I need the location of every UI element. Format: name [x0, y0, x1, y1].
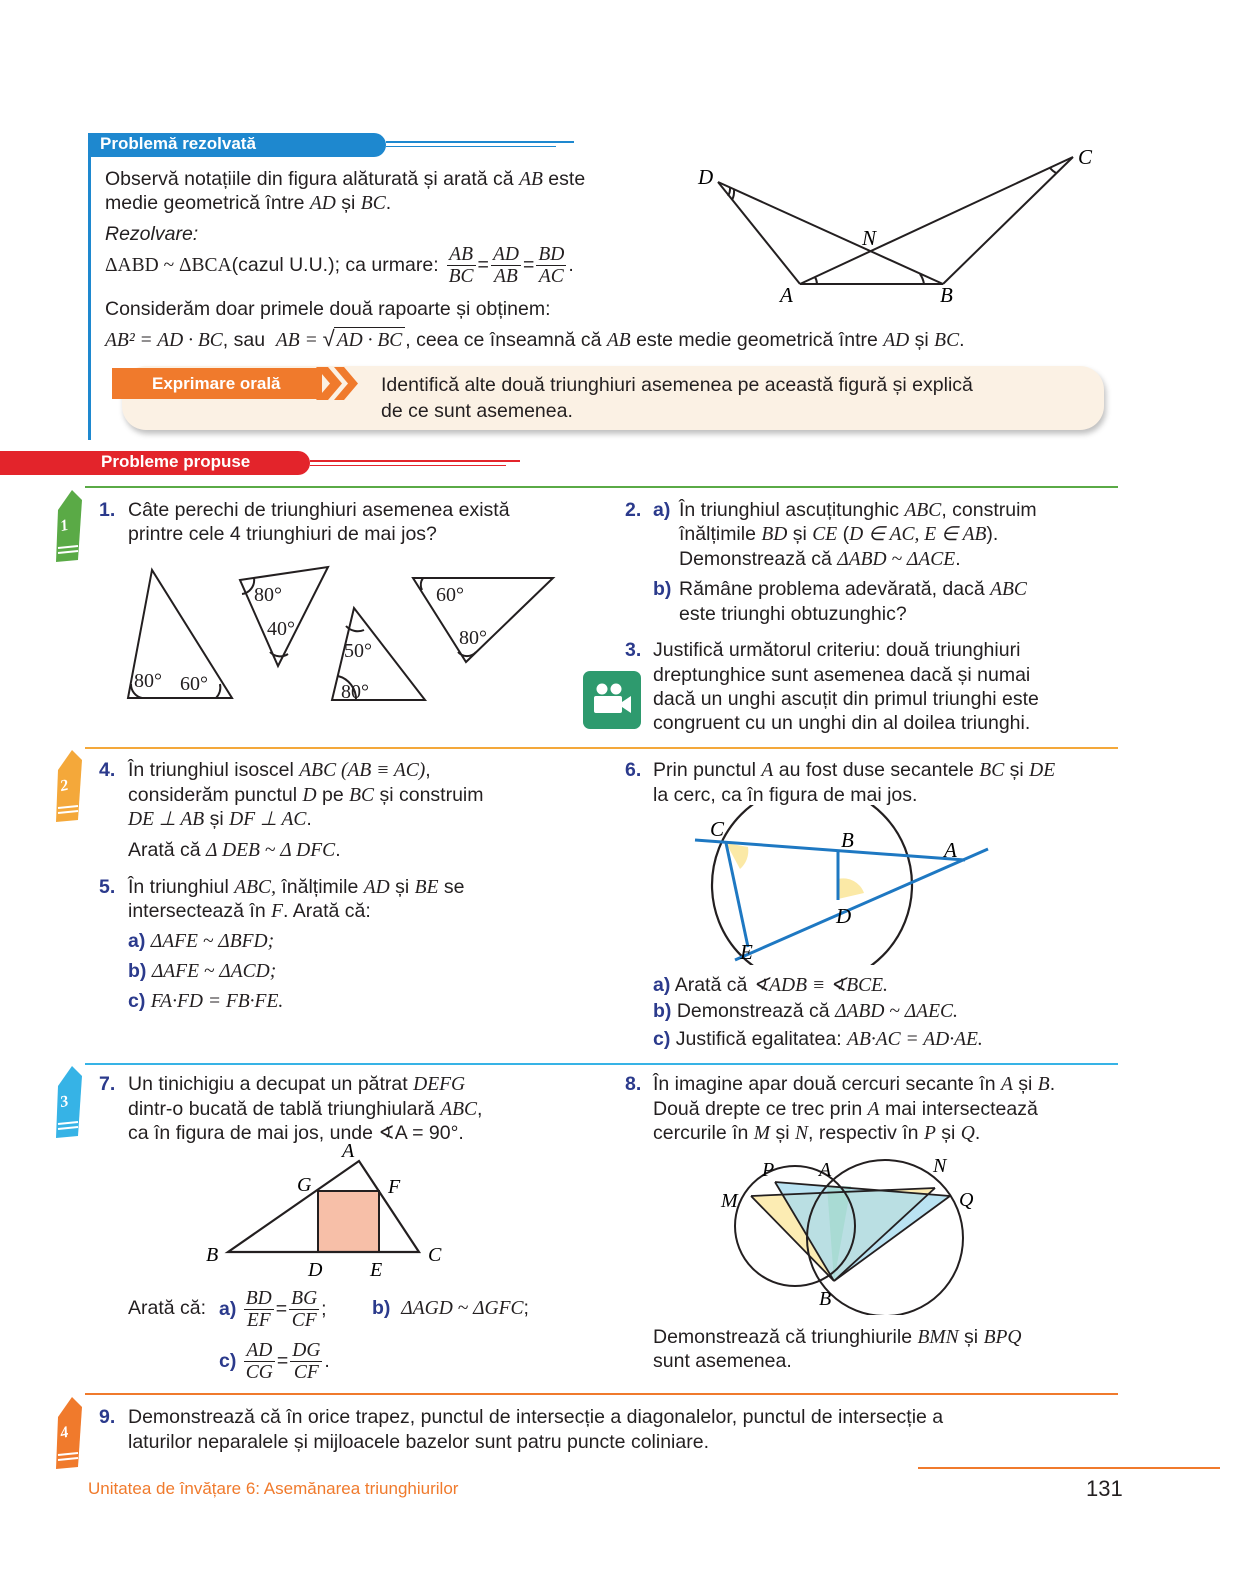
solved-conclusion: AB² = AD · BC, sau AB = √ AD · BC , ceea ce înseamnă că AB este medie geometrică între AD și BC. [105, 326, 965, 351]
p6-c: c) Justifică egalitatea: AB·AC = AD·AE. [653, 1028, 983, 1050]
proposed-banner: Probleme propuse [0, 451, 310, 475]
svg-text:M: M [721, 1190, 738, 1212]
p5-c: c) FA·FD = FB·FE. [128, 990, 284, 1012]
svg-text:A: A [819, 1159, 832, 1181]
p8-number: 8. [625, 1073, 642, 1095]
footer-unit: Unitatea de învățare 6: Asemănarea triunghiurilor [88, 1479, 459, 1498]
svg-text:E: E [740, 940, 753, 964]
solved-intro-2: medie geometrică între AD și BC. [105, 192, 392, 214]
p4-line-3: DE ⊥ AB și DF ⊥ AC. [128, 808, 312, 830]
solved-banner-rule-2 [386, 146, 556, 147]
label-N: N [862, 226, 877, 250]
p3-line-4: congruent cu un unghi din al doilea triunghi. [653, 712, 1031, 734]
svg-text:B: B [206, 1244, 219, 1266]
page-number: 131 [1086, 1476, 1123, 1501]
svg-text:60°: 60° [436, 584, 464, 606]
p8-conclusion-2: sunt asemenea. [653, 1350, 792, 1372]
svg-text:B: B [819, 1288, 832, 1310]
svg-text:80°: 80° [254, 584, 282, 606]
solved-banner-rule [386, 141, 574, 143]
p5-a: a) ΔAFE ~ ΔBFD; [128, 930, 275, 952]
svg-text:A: A [342, 1140, 355, 1162]
level-2-rule [85, 747, 1118, 749]
svg-text:N: N [933, 1155, 947, 1177]
svg-text:50°: 50° [344, 640, 372, 662]
svg-text:E: E [370, 1259, 383, 1280]
oral-line-1: Identifică alte două triunghiuri asemenea pe această figură și explică [381, 374, 973, 396]
p2-a-line-1: În triunghiul ascuțitunghic ABC, construim [679, 499, 1037, 521]
solved-intro-1: Observă notațiile din figura alăturată și arată că AB este [105, 168, 586, 190]
level-1-rule [85, 486, 1118, 488]
svg-text:D: D [836, 904, 852, 928]
p6-a: a) Arată că ∢ADB ≡ ∢BCE. [653, 974, 888, 996]
p2-a-line-3: Demonstrează că ΔABD ~ ΔACE. [679, 548, 961, 570]
svg-text:2: 2 [58, 776, 71, 796]
p4-line-2: considerăm punctul D pe BC și construim [128, 784, 484, 806]
solved-consider: Considerăm doar primele două rapoarte și obținem: [105, 298, 551, 320]
p9-line-1: Demonstrează că în orice trapez, punctul de intersecție a diagonalelor, punctul de intersecție a [128, 1406, 944, 1428]
p4-line-4: Arată că Δ DEB ~ Δ DFC. [128, 839, 341, 861]
p7-c: c) $\frac{AD}{CG}$ = $\frac{DG}{CF}$ . [219, 1339, 330, 1383]
p9-line-2: laturilor neparalele și mijloacele bazelor sunt patru puncte coliniare. [128, 1431, 709, 1453]
p7-line-3: ca în figura de mai jos, unde ∢A = 90°. [128, 1122, 464, 1144]
chevrons-icon [316, 367, 364, 400]
p3-line-3: dacă un unghi ascuțit din primul triunghi este [653, 688, 1039, 710]
svg-text:B: B [841, 828, 854, 852]
p8-line-3: cercurile în M și N, respectiv în P și Q. [653, 1122, 981, 1144]
p7-line-2: dintr-o bucată de tablă triunghiulară ABC, [128, 1098, 483, 1120]
p5-line-1: În triunghiul ABC, înălțimile AD și BE se [128, 876, 465, 898]
p2-b-line-1: Rămâne problema adevărată, dacă ABC [679, 578, 1027, 600]
proposed-banner-rule [310, 460, 520, 462]
svg-text:C: C [428, 1244, 442, 1266]
level-3-rule [85, 1063, 1118, 1065]
p5-line-2: intersectează în F. Arată că: [128, 900, 371, 922]
svg-text:3: 3 [58, 1092, 71, 1112]
proposed-banner-rule-2 [310, 465, 506, 466]
p6-line-1: Prin punctul A au fost duse secantele BC și DE [653, 759, 1056, 781]
level-2-crayon-icon [50, 748, 90, 828]
solved-figure [690, 140, 1110, 310]
footer-rule [918, 1467, 1220, 1469]
p3-line-2: dreptunghice sunt asemenea dacă și numai [653, 664, 1031, 686]
svg-text:Q: Q [959, 1189, 974, 1211]
p4-number: 4. [99, 759, 116, 781]
p2-b-line-2: este triunghi obtuzunghic? [679, 603, 907, 625]
label-A: A [780, 283, 793, 307]
p7-triangle-figure [200, 1140, 460, 1280]
p6-line-2: la cerc, ca în figura de mai jos. [653, 784, 918, 806]
p7-line-1: Un tinichigiu a decupat un pătrat DEFG [128, 1073, 466, 1095]
p7-b: b) ΔAGD ~ ΔGFC; [372, 1297, 529, 1319]
p3-line-1: Justifică următorul criteriu: două triunghiuri [653, 639, 1021, 661]
label-C: C [1078, 145, 1093, 169]
p1-number: 1. [99, 499, 116, 521]
p7-a: a) $\frac{BD}{EF}$ = $\frac{BG}{CF}$ ; [219, 1287, 327, 1331]
p2-b-label: b) [653, 578, 672, 600]
p9-number: 9. [99, 1406, 116, 1428]
level-1-crayon-icon [50, 488, 90, 568]
svg-text:F: F [388, 1176, 401, 1198]
level-4-crayon-icon [50, 1395, 90, 1475]
svg-text:A: A [944, 838, 957, 862]
svg-text:P: P [762, 1159, 775, 1181]
svg-text:C: C [710, 817, 725, 841]
solved-left-rule [88, 135, 91, 440]
p7-arata: Arată că: [128, 1297, 207, 1319]
p3-number: 3. [625, 639, 642, 661]
p7-number: 7. [99, 1073, 116, 1095]
p8-line-2: Două drepte ce trec prin A mai intersectează [653, 1098, 1038, 1120]
svg-text:G: G [297, 1174, 312, 1196]
svg-text:80°: 80° [459, 627, 487, 649]
solved-similarity: ΔABD ~ ΔBCA (cazul U.U.); ca urmare: $\frac{AB}{BC}$ = $\frac{AD}{AB}$ = $\frac{BD}{AC}$ . [105, 243, 574, 287]
svg-text:80°: 80° [134, 670, 162, 692]
solved-rezolvare: Rezolvare: [105, 223, 199, 245]
svg-text:D: D [308, 1259, 323, 1280]
p6-number: 6. [625, 759, 642, 781]
p5-b: b) ΔAFE ~ ΔACD; [128, 960, 277, 982]
p2-a-line-2: înălțimile BD și CE (D ∈ AC, E ∈ AB). [679, 523, 999, 545]
p8-conclusion-1: Demonstrează că triunghiurile BMN și BPQ [653, 1326, 1022, 1348]
svg-text:80°: 80° [341, 681, 369, 703]
p8-line-1: În imagine apar două cercuri secante în A și B. [653, 1073, 1056, 1095]
solved-banner: Problemă rezolvată [88, 133, 386, 157]
p2-a-label: a) [653, 499, 671, 521]
p8-circles-figure [715, 1150, 995, 1315]
p5-number: 5. [99, 876, 116, 898]
oral-label: Exprimare orală [112, 368, 322, 399]
level-4-rule [85, 1393, 1118, 1395]
label-D: D [698, 165, 714, 189]
label-B: B [940, 283, 953, 307]
p6-b: b) Demonstrează că ΔABD ~ ΔAEC. [653, 1000, 958, 1022]
p1-line-2: printre cele 4 triunghiuri de mai jos? [128, 523, 437, 545]
video-camera-icon[interactable] [583, 671, 641, 729]
p1-triangles-figure [120, 560, 560, 710]
svg-text:40°: 40° [267, 618, 295, 640]
svg-text:60°: 60° [180, 673, 208, 695]
p6-circle-figure [690, 805, 1000, 965]
p1-line-1: Câte perechi de triunghiuri asemenea există [128, 499, 510, 521]
p2-number: 2. [625, 499, 642, 521]
svg-text:4: 4 [58, 1423, 71, 1443]
svg-text:1: 1 [58, 516, 71, 536]
level-3-crayon-icon [50, 1064, 90, 1144]
oral-line-2: de ce sunt asemenea. [381, 400, 573, 422]
p4-line-1: În triunghiul isoscel ABC (AB ≡ AC), [128, 759, 431, 781]
